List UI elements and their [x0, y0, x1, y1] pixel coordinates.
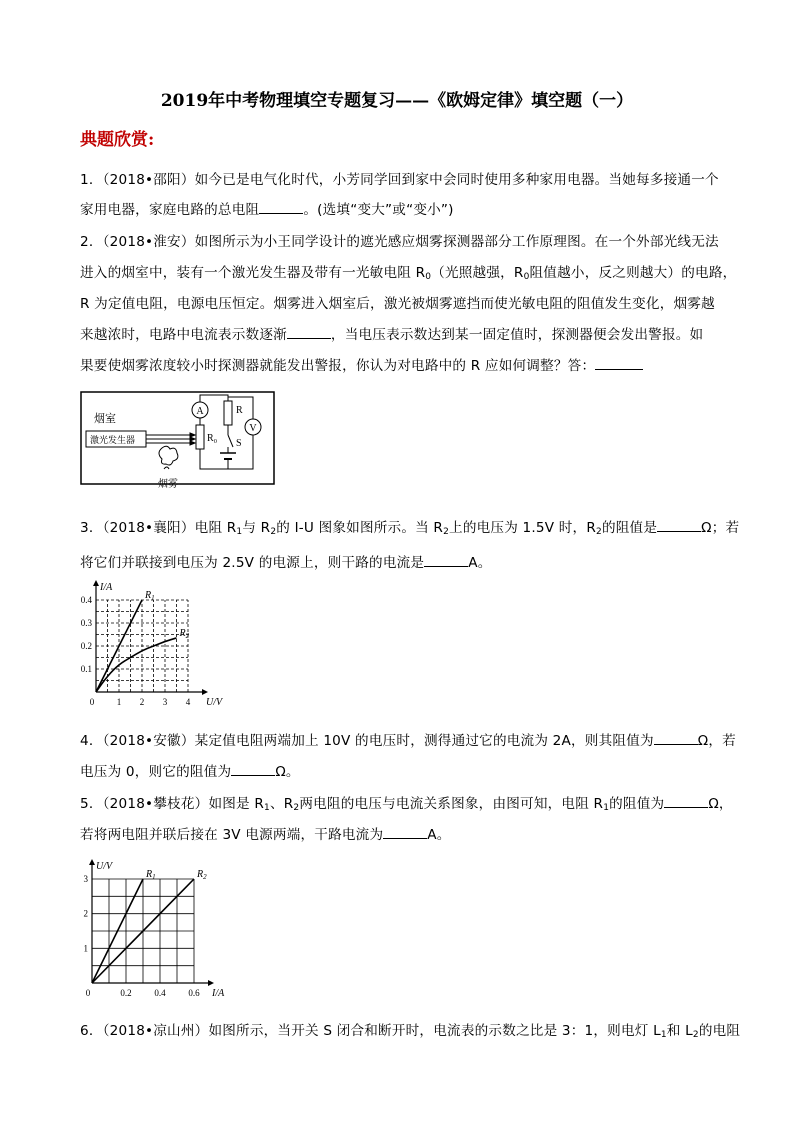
x-tick-label: 0.6	[188, 988, 200, 998]
voltmeter-label: V	[249, 423, 257, 434]
answer-blank[interactable]	[424, 554, 468, 567]
y-axis-label: U/V	[96, 861, 113, 872]
y-tick-label: 0.2	[80, 641, 92, 651]
q1-line2: 家用电器，家庭电路的总电阻 。(选填“变大”或“变小”)	[80, 202, 454, 218]
series-label-r1: $R_1$	[146, 869, 156, 881]
q4-line1: 4．（2018•安徽）某定值电阻两端加上 10V 的电压时，测得通过它的电流为 2A，则其阻值为 Ω，若	[80, 733, 736, 749]
smoke-detector-circuit	[78, 387, 278, 493]
x-tick-label: 0	[89, 697, 95, 707]
y-axis-label: I/A	[100, 582, 113, 593]
x-tick-label: 0.4	[154, 988, 166, 998]
q6-source: （2018•凉山州）	[102, 1023, 209, 1039]
q2-source: （2018•淮安）	[102, 234, 195, 250]
y-tick-label: 1	[83, 943, 88, 954]
section-heading: 典题欣赏:	[80, 130, 155, 150]
iu-chart	[74, 580, 224, 710]
x-tick-label: 3	[162, 697, 168, 707]
x-tick-label: 0	[85, 988, 91, 998]
ammeter-label: A	[196, 406, 204, 417]
q2-line5: 果要使烟雾浓度较小时探测器就能发出警报，你认为对电路中的 R 应如何调整？答：	[80, 354, 643, 374]
series-label-r1: $R_1$	[145, 590, 155, 602]
switch	[228, 435, 233, 447]
q2-line4: 来越浓时，电路中电流表示数逐渐 ，当电压表示数达到某一固定值时，探测器便会发出警报。如	[80, 327, 704, 343]
q2-number: 2．	[80, 234, 103, 250]
q3-line1: 3．（2018•襄阳）电阻 $R_1$与 $R_2$的 I-U 图象如图所示。当 $R_2$上的电压为 1.5V 时，$R_2$的阻值是 Ω；若	[80, 520, 740, 537]
x-tick-label: 1	[116, 697, 122, 707]
r-label: R	[236, 405, 243, 416]
q1-line1: 1．（2018•邵阳）如今已是电气化时代，小芳同学回到家中会同时使用多种家用电器。当她每多接通一个	[80, 172, 719, 188]
answer-blank[interactable]	[259, 201, 303, 214]
q6-line1: 6．（2018•凉山州）如图所示，当开关 S 闭合和断开时，电流表的示数之比是 3：1，则电灯 $L_1$和 $L_2$的电阻	[80, 1023, 741, 1040]
answer-blank[interactable]	[383, 826, 427, 839]
answer-blank[interactable]	[287, 326, 331, 339]
y-tick-label: 2	[83, 908, 88, 919]
q1-number: 1．	[80, 172, 103, 188]
answer-blank[interactable]	[654, 732, 698, 745]
page-title: 2019年中考物理填空专题复习——《欧姆定律》填空题（一）	[160, 91, 634, 111]
y-tick-label: 3	[83, 874, 88, 884]
q5-source: （2018•攀枝花）	[102, 796, 209, 812]
y-tick-label: 0.3	[80, 618, 92, 628]
x-axis-label: U/V	[206, 697, 223, 708]
y-axis-arrow	[93, 580, 99, 586]
y-tick-label: 0.4	[80, 595, 92, 605]
q2-line2: 进入的烟室中，装有一个激光发生器及带有一光敏电阻 $R_0$（光照越强，$R_0$阻值越小，反之则越大）的电路，	[80, 265, 737, 282]
smoke-icon	[159, 446, 178, 469]
q2-line1: 2．（2018•淮安）如图所示为小王同学设计的遮光感应烟雾探测器部分工作原理图。在一个外部光线无法	[80, 234, 719, 250]
x-tick-label: 2	[139, 697, 145, 707]
q4-number: 4．	[80, 733, 103, 749]
photoresistor-R0	[196, 425, 204, 449]
q3-number: 3．	[80, 520, 103, 536]
series-label-r2: $R_2$	[179, 627, 190, 640]
q5-line1: 5．（2018•攀枝花）如图是 $R_1$、$R_2$两电阻的电压与电流关系图象，由图可知，电阻 $R_1$的阻值为 Ω，	[80, 796, 733, 813]
q3-source: （2018•襄阳）	[102, 520, 195, 536]
answer-blank[interactable]	[657, 519, 701, 532]
laser-beams	[146, 433, 195, 445]
series-label-r2: $R_2$	[197, 869, 207, 881]
q3-line2: 将它们并联接到电压为 2.5V 的电源上，则干路的电流是 A。	[80, 555, 492, 571]
x-axis-label: I/A	[212, 988, 225, 999]
x-axis-arrow	[202, 689, 208, 695]
q2-line3: R 为定值电阻，电源电压恒定。烟雾进入烟室后，激光被烟雾遮挡而使光敏电阻的阻值发生变化，烟雾越	[80, 296, 715, 312]
q6-number: 6．	[80, 1023, 103, 1039]
q5-line2: 若将两电阻并联后接在 3V 电源两端，干路电流为 A。	[80, 827, 451, 843]
q4-line2: 电压为 0，则它的阻值为 Ω。	[80, 764, 300, 780]
ui-chart	[74, 855, 234, 1003]
x-tick-label: 4	[185, 697, 191, 707]
smoke-label: 烟雾	[158, 479, 178, 490]
q1-source: （2018•邵阳）	[102, 172, 195, 188]
q5-number: 5．	[80, 796, 103, 812]
x-tick-label: 0.2	[120, 988, 132, 998]
y-tick-label: 0.1	[80, 664, 92, 674]
q4-source: （2018•安徽）	[102, 733, 195, 749]
answer-blank[interactable]	[231, 763, 275, 776]
r0-label: R₀	[207, 433, 218, 444]
x-axis-arrow	[208, 980, 214, 986]
answer-blank[interactable]	[664, 795, 708, 808]
y-axis-arrow	[89, 859, 95, 865]
smoke-room-label: 烟室	[94, 413, 116, 425]
fixed-resistor-R	[224, 401, 232, 425]
answer-blank[interactable]	[595, 357, 643, 370]
laser-label: 激光发生器	[90, 435, 136, 445]
s-label: S	[236, 438, 242, 449]
